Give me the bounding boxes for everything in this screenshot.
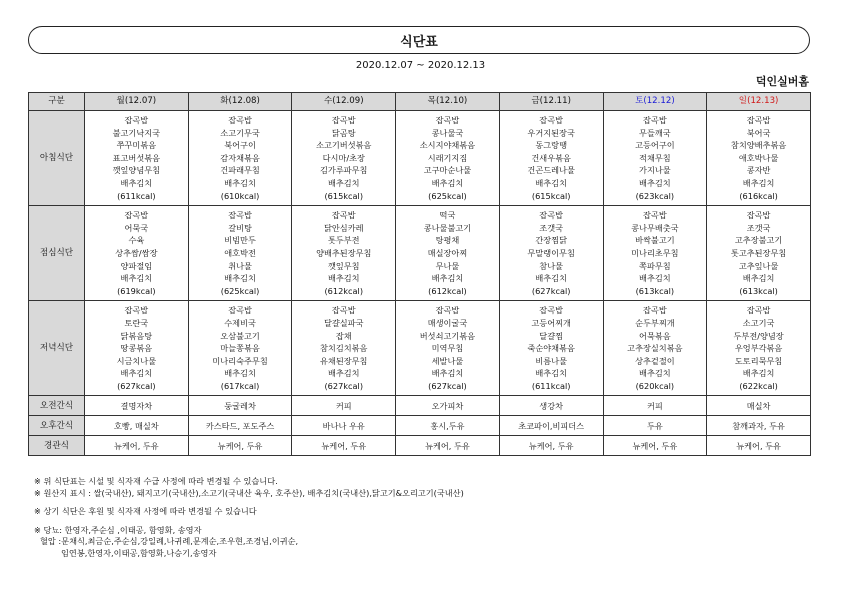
menu-item: 콩나물불고기 bbox=[423, 222, 472, 233]
meal-cell bbox=[85, 111, 189, 206]
menu-item: (627kcal) bbox=[531, 285, 571, 296]
meal-cell bbox=[396, 206, 500, 301]
menu-item: 미역무침 bbox=[431, 343, 464, 354]
menu-item: 참치김치볶음 bbox=[320, 343, 368, 354]
menu-item: 잡곡밥 bbox=[331, 210, 356, 221]
menu-item: 잡곡밥 bbox=[124, 115, 149, 125]
menu-item: 잡곡밥 bbox=[124, 210, 149, 221]
menu-item: 표고버섯볶음 bbox=[112, 152, 161, 163]
meal-cell bbox=[85, 206, 189, 301]
menu-item: 건새우볶음 bbox=[531, 152, 571, 163]
menu-item: 톳두부전 bbox=[327, 235, 360, 246]
menu-item: 유채된장무침 bbox=[320, 355, 368, 366]
menu-item: 미나리초무침 bbox=[631, 247, 679, 258]
snack-row bbox=[29, 436, 811, 456]
snack-cell: 둥굴레차 bbox=[188, 396, 292, 416]
menu-item: 배추김치 bbox=[742, 368, 775, 379]
header-day: 금(12.11) bbox=[499, 93, 603, 111]
menu-item: 고구마순나물 bbox=[423, 165, 472, 176]
title-banner bbox=[28, 26, 810, 54]
meal-cell bbox=[603, 111, 707, 206]
meal-cell bbox=[499, 301, 603, 396]
menu-item: 시금치나물 bbox=[116, 355, 157, 366]
menu-item: 순두부찌개 bbox=[635, 317, 675, 328]
menu-item: 톳고추된장무침 bbox=[730, 247, 787, 258]
meal-cell bbox=[499, 111, 603, 206]
menu-item: 갈비탕 bbox=[228, 222, 252, 233]
menu-item: 애호박나물 bbox=[738, 152, 779, 163]
menu-item: 잡곡밥 bbox=[228, 115, 252, 125]
menu-table bbox=[28, 92, 811, 456]
header-row bbox=[29, 93, 811, 111]
menu-item: 토란국 bbox=[124, 317, 149, 328]
meal-cell bbox=[603, 206, 707, 301]
menu-item: 동그랑땡 bbox=[535, 140, 567, 151]
menu-item: 잡곡밥 bbox=[435, 305, 460, 316]
menu-item: 고추장불고기 bbox=[734, 235, 783, 246]
menu-item: (611kcal) bbox=[117, 190, 156, 201]
snack-row bbox=[29, 396, 811, 416]
menu-item: 쭈꾸미볶음 bbox=[116, 140, 157, 151]
menu-item: 고추잎나물 bbox=[738, 260, 779, 271]
snack-cell: 오가피차 bbox=[396, 396, 500, 416]
snack-cell: 뉴케어, 두유 bbox=[85, 436, 189, 456]
menu-item: (613kcal) bbox=[739, 285, 778, 296]
menu-item: 건파래무침 bbox=[220, 165, 260, 176]
menu-item: 다시마/초장 bbox=[322, 152, 365, 163]
menu-item: 북어구이 bbox=[224, 140, 256, 151]
menu-item: 매실장아찌 bbox=[427, 247, 468, 258]
meal-cell bbox=[292, 111, 396, 206]
menu-item: 배추김치 bbox=[639, 273, 671, 284]
meal-row bbox=[29, 206, 811, 301]
menu-item: 달걀찜 bbox=[539, 330, 564, 341]
page-title: 식단표 bbox=[400, 34, 438, 50]
meal-cell bbox=[188, 111, 292, 206]
menu-item: 고등어찌개 bbox=[531, 317, 571, 328]
meal-cell bbox=[707, 206, 811, 301]
menu-item: 배추김치 bbox=[535, 177, 567, 188]
menu-item: 시래기지짐 bbox=[427, 152, 468, 163]
organization-name: 덕인실버홈 bbox=[755, 75, 809, 88]
meal-cell bbox=[707, 301, 811, 396]
menu-item: 잡곡밥 bbox=[539, 305, 564, 316]
menu-item: 배추김치 bbox=[120, 368, 153, 379]
snack-row bbox=[29, 416, 811, 436]
menu-item: 배추김치 bbox=[224, 368, 256, 379]
snack-cell: 뉴케어, 두유 bbox=[707, 436, 811, 456]
menu-item: 잡곡밥 bbox=[331, 115, 356, 125]
snack-label: 오전간식 bbox=[29, 396, 85, 416]
menu-item: 잡곡밥 bbox=[643, 115, 667, 125]
menu-item: 배추김치 bbox=[120, 273, 153, 284]
meal-cell bbox=[292, 206, 396, 301]
menu-item: 적채무침 bbox=[639, 152, 671, 163]
menu-item: 매생이굴국 bbox=[427, 317, 468, 328]
snack-cell: 뉴케어, 두유 bbox=[499, 436, 603, 456]
menu-item: 콩자반 bbox=[746, 165, 771, 176]
menu-item: (627kcal) bbox=[428, 380, 467, 391]
menu-item: 닭볶음탕 bbox=[120, 330, 153, 341]
snack-cell: 홍시,두유 bbox=[396, 416, 500, 436]
menu-item: 잡곡밥 bbox=[228, 305, 252, 316]
snack-cell: 생강차 bbox=[499, 396, 603, 416]
menu-item: 무나물 bbox=[435, 260, 460, 271]
menu-item: 잡곡밥 bbox=[228, 210, 252, 221]
menu-item: 잡곡밥 bbox=[746, 210, 771, 221]
header-day: 월(12.07) bbox=[85, 93, 189, 111]
menu-item: 참나물 bbox=[539, 260, 564, 271]
menu-item: (610kcal) bbox=[220, 190, 260, 201]
meal-row bbox=[29, 111, 811, 206]
snack-cell: 두유 bbox=[603, 416, 707, 436]
menu-item: 배추김치 bbox=[431, 368, 464, 379]
menu-item: 비름나물 bbox=[535, 355, 567, 366]
menu-item: (617kcal) bbox=[220, 380, 260, 391]
menu-item: 수제비국 bbox=[224, 317, 256, 328]
menu-item: 김가루파무침 bbox=[320, 165, 368, 176]
note-line: 임연봉,한영자,이태공,함영화,나승기,송영자 bbox=[61, 547, 217, 558]
snack-cell: 카스타드, 포도주스 bbox=[188, 416, 292, 436]
menu-item: 간장찜닭 bbox=[535, 235, 567, 246]
menu-item: 양파절임 bbox=[120, 260, 153, 271]
menu-item: 상추쌈/쌈장 bbox=[115, 247, 158, 258]
menu-item: 마늘쫑볶음 bbox=[220, 343, 260, 354]
menu-item: (616kcal) bbox=[739, 190, 778, 201]
menu-item: 배추김치 bbox=[224, 273, 256, 284]
menu-item: 배추김치 bbox=[327, 177, 360, 188]
menu-item: 조갯국 bbox=[539, 222, 564, 233]
menu-item: 닭곰탕 bbox=[331, 127, 356, 138]
menu-item: 버섯쇠고기볶음 bbox=[419, 330, 476, 341]
note-line: 혈압 :문채식,최금순,주순심,강일례,나귀례,문계순,조우현,조경님,이귀순, bbox=[40, 536, 299, 546]
menu-item: 비빔만두 bbox=[224, 235, 256, 246]
meal-cell bbox=[396, 301, 500, 396]
menu-item: 우엉부각볶음 bbox=[734, 343, 783, 354]
menu-item: 소시지야채볶음 bbox=[419, 140, 476, 151]
menu-item: (613kcal) bbox=[635, 285, 675, 296]
menu-item: 땅콩볶음 bbox=[120, 343, 153, 354]
snack-cell: 바나나 우유 bbox=[292, 416, 396, 436]
menu-item: 세발나물 bbox=[431, 355, 464, 366]
header-day: 화(12.08) bbox=[188, 93, 292, 111]
menu-item: 무들깨국 bbox=[639, 127, 671, 138]
menu-item: (622kcal) bbox=[739, 380, 778, 391]
menu-item: 배추김치 bbox=[431, 273, 464, 284]
menu-item: (612kcal) bbox=[428, 285, 467, 296]
menu-item: 북어국 bbox=[746, 127, 771, 138]
menu-item: 건곤드레나물 bbox=[527, 165, 575, 176]
snack-cell: 매실차 bbox=[707, 396, 811, 416]
menu-item: 양배추된장무침 bbox=[316, 247, 372, 258]
menu-item: 우거지된장국 bbox=[527, 127, 575, 138]
menu-item: 소고기버섯볶음 bbox=[316, 140, 372, 151]
menu-item: 잡채 bbox=[335, 330, 352, 341]
snack-cell: 결명자차 bbox=[85, 396, 189, 416]
menu-item: 잡곡밥 bbox=[746, 305, 771, 316]
header-day: 목(12.10) bbox=[396, 93, 500, 111]
header-day-saturday: 토(12.12) bbox=[603, 93, 707, 111]
snack-cell: 커피 bbox=[292, 396, 396, 416]
menu-item: 배추김치 bbox=[120, 177, 153, 188]
note-line: ※ 당뇨: 한영자,주순심 ,이태공, 함영화, 송영자 bbox=[34, 524, 202, 535]
menu-item: 잡곡밥 bbox=[539, 115, 564, 125]
menu-item: 오삼불고기 bbox=[220, 330, 260, 341]
menu-item: 애호박전 bbox=[224, 247, 256, 258]
menu-item: 도토리묵무침 bbox=[734, 355, 783, 366]
snack-cell: 뉴케어, 두유 bbox=[396, 436, 500, 456]
menu-item: 잡곡밥 bbox=[124, 305, 149, 316]
menu-item: 참치양배추볶음 bbox=[730, 140, 787, 151]
note-line: ※ 상기 식단은 후원 및 식자재 사정에 따라 변경될 수 있습니다 bbox=[34, 506, 257, 516]
meal-cell bbox=[292, 301, 396, 396]
menu-item: 배추김치 bbox=[327, 273, 360, 284]
snack-cell: 뉴케어, 두유 bbox=[292, 436, 396, 456]
menu-item: 잡곡밥 bbox=[331, 305, 356, 316]
meal-row bbox=[29, 301, 811, 396]
snack-cell: 초코파이,비피더스 bbox=[499, 416, 603, 436]
menu-item: 소고기국 bbox=[742, 317, 775, 328]
menu-item: 콩나물국 bbox=[431, 127, 464, 138]
menu-item: (625kcal) bbox=[428, 190, 467, 201]
meal-cell bbox=[85, 301, 189, 396]
menu-item: 취나물 bbox=[228, 260, 252, 271]
menu-item: 달걀실파국 bbox=[323, 317, 364, 328]
menu-item: 고추장실치볶음 bbox=[627, 343, 683, 354]
snack-cell: 참깨과자, 두유 bbox=[707, 416, 811, 436]
date-range: 2020.12.07 ~ 2020.12.13 bbox=[355, 60, 486, 71]
menu-item: 잡곡밥 bbox=[539, 210, 564, 221]
meal-label: 점심식단 bbox=[29, 206, 85, 301]
meal-cell bbox=[188, 301, 292, 396]
menu-item: (627kcal) bbox=[117, 380, 156, 391]
menu-item: 수육 bbox=[128, 235, 145, 246]
menu-item: 가지나물 bbox=[639, 165, 671, 176]
snack-label: 경관식 bbox=[29, 436, 85, 456]
menu-item: (612kcal) bbox=[324, 285, 364, 296]
menu-item: 콩나무배춧국 bbox=[631, 222, 679, 233]
menu-item: 배추김치 bbox=[431, 177, 464, 188]
snack-cell: 뉴케어, 두유 bbox=[603, 436, 707, 456]
menu-item: 깻잎무침 bbox=[327, 260, 360, 271]
menu-item: 배추김치 bbox=[742, 273, 775, 284]
menu-item: (615kcal) bbox=[324, 190, 364, 201]
menu-item: 배추김치 bbox=[639, 368, 671, 379]
menu-item: (620kcal) bbox=[635, 380, 675, 391]
meal-label: 저녁식단 bbox=[29, 301, 85, 396]
menu-item: 닭안심카레 bbox=[323, 222, 364, 233]
snack-label: 오후간식 bbox=[29, 416, 85, 436]
menu-item: 조갯국 bbox=[746, 222, 771, 233]
menu-item: 무말랭이무침 bbox=[527, 247, 575, 258]
header-day-sunday: 일(12.13) bbox=[707, 93, 811, 111]
menu-item: 불고기낙지국 bbox=[112, 127, 161, 138]
menu-item: 잡곡밥 bbox=[643, 210, 667, 221]
menu-item: (619kcal) bbox=[117, 285, 156, 296]
menu-item: (615kcal) bbox=[531, 190, 571, 201]
menu-item: 배추김치 bbox=[639, 177, 671, 188]
menu-item: 고등어구이 bbox=[635, 140, 675, 151]
menu-item: 떡국 bbox=[439, 210, 456, 221]
menu-item: 상추겉절이 bbox=[635, 355, 675, 366]
menu-item: 배추김치 bbox=[742, 177, 775, 188]
menu-item: 바싹불고기 bbox=[635, 235, 675, 246]
menu-item: 배추김치 bbox=[535, 368, 567, 379]
note-line: ※ 위 식단표는 시설 및 식자재 수급 사정에 따라 변경될 수 있습니다. bbox=[34, 476, 278, 486]
menu-item: 깻잎양념무침 bbox=[112, 165, 161, 176]
snack-cell: 커피 bbox=[603, 396, 707, 416]
notes bbox=[34, 476, 464, 559]
menu-item: 어묵국 bbox=[124, 222, 149, 233]
menu-item: 배추김치 bbox=[327, 368, 360, 379]
meal-cell bbox=[499, 206, 603, 301]
menu-item: 배추김치 bbox=[224, 177, 256, 188]
menu-item: 탕평채 bbox=[435, 235, 460, 246]
menu-item: 미나리숙주무침 bbox=[212, 355, 268, 366]
menu-item: 죽순야채볶음 bbox=[527, 343, 575, 354]
note-line: ※ 원산지 표시 : 쌀(국내산), 돼지고기(국내산),소고기(국내산 육우, 호주산), 배추김치(국내산),닭고기&오리고기(국내산) bbox=[34, 487, 464, 498]
snack-cell: 호빵, 매실차 bbox=[85, 416, 189, 436]
snack-cell: 뉴케어, 두유 bbox=[188, 436, 292, 456]
meal-cell bbox=[707, 111, 811, 206]
menu-item: (611kcal) bbox=[531, 380, 571, 391]
header-day: 수(12.09) bbox=[292, 93, 396, 111]
menu-item: (623kcal) bbox=[635, 190, 675, 201]
meal-cell bbox=[396, 111, 500, 206]
menu-item: (627kcal) bbox=[324, 380, 364, 391]
header-category: 구분 bbox=[29, 93, 85, 111]
menu-item: 잡곡밥 bbox=[643, 305, 667, 316]
menu-item: 쪽파무침 bbox=[639, 260, 671, 271]
menu-item: 잡곡밥 bbox=[435, 115, 460, 125]
menu-item: 배추김치 bbox=[535, 273, 567, 284]
meal-label: 아침식단 bbox=[29, 111, 85, 206]
menu-item: 감자채볶음 bbox=[220, 152, 260, 163]
menu-item: 소고기무국 bbox=[220, 127, 260, 138]
menu-item: 어묵볶음 bbox=[639, 330, 671, 341]
meal-cell bbox=[188, 206, 292, 301]
meal-cell bbox=[603, 301, 707, 396]
menu-item: 두부전/양념장 bbox=[733, 330, 784, 341]
menu-item: (625kcal) bbox=[220, 285, 260, 296]
menu-item: 잡곡밥 bbox=[746, 115, 771, 125]
